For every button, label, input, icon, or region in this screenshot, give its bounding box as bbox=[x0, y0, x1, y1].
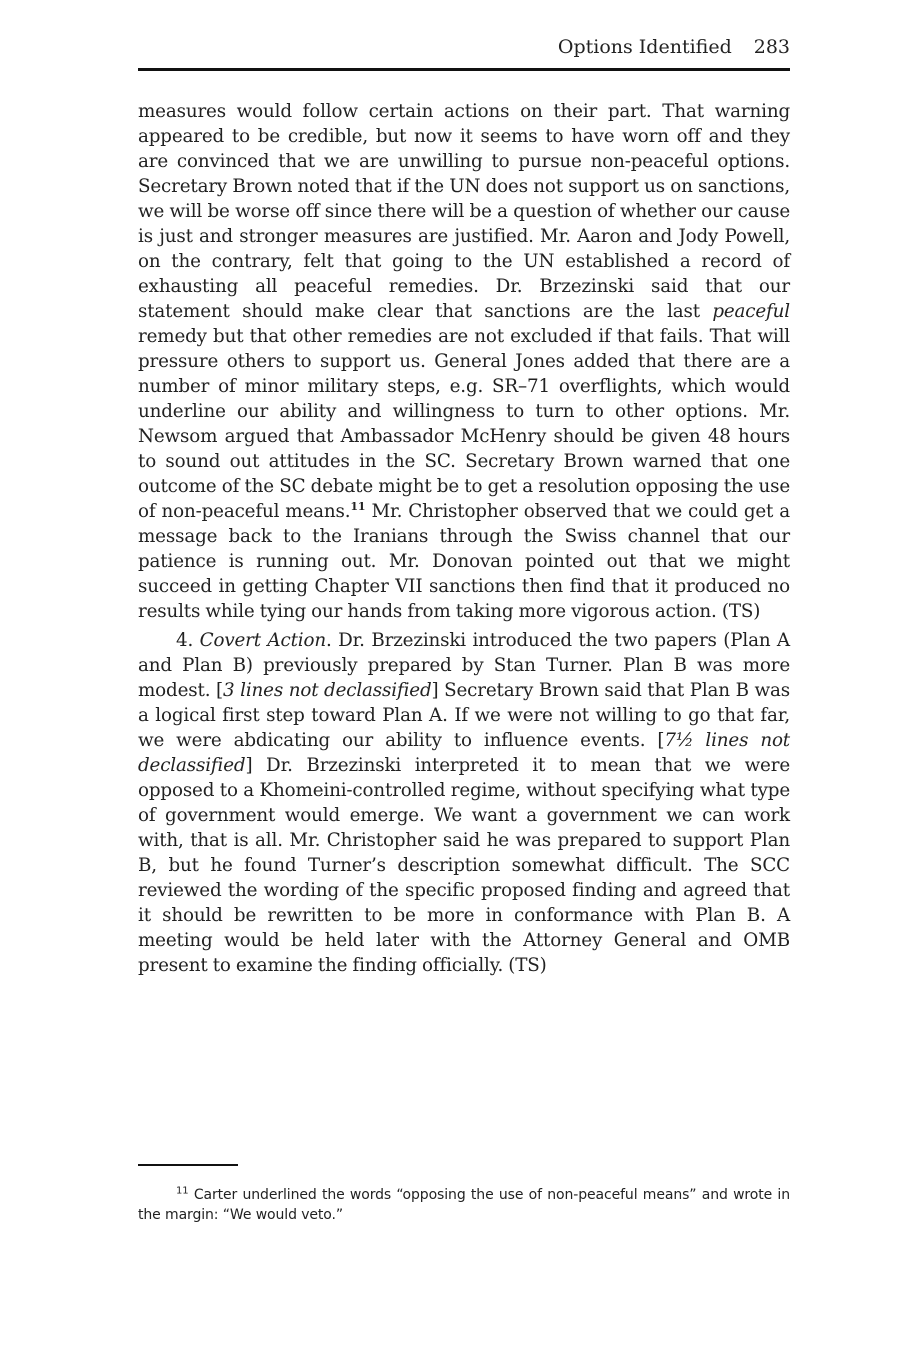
redaction-note: 7½ lines not declassified bbox=[138, 730, 790, 776]
emphasis-peaceful: peaceful bbox=[712, 301, 790, 322]
running-header bbox=[138, 36, 790, 58]
paragraph-text: Mr. Christopher observed that we could get a message back to the Iranians through the Swiss channel that our patience is running out. Mr. Donovan pointed out that we might succeed in getting Chapter VII sanctions then find that it produced no results while tying our hands from taking more vigorous action. (TS) bbox=[138, 501, 791, 622]
paragraph-text: ] Dr. Brzezinski interpreted it to mean that we were opposed to a Khomeini-controlled regime, without specifying what type of government would emerge. We want a government we can work with, that is all. Mr. Christopher said he was prepared to support Plan B, but he found Turner’s description somewhat difficult. The SCC reviewed the wording of the specific proposed finding and agreed that it should be rewritten to be more in conformance with Plan B. A meeting would be held later with the Attorney General and OMB present to examine the finding officially. (TS) bbox=[138, 755, 790, 976]
header-rule bbox=[138, 68, 790, 71]
paragraph-text: remedy but that other remedies are not excluded if that fails. That will pressure others to support us. General Jones added that there are a number of minor military steps, e.g. SR–71 overflights, which would underline our ability and willingness to turn to other options. Mr. Newsom argued that Ambassador McHenry should be given 48 hours to sound out attitudes in the SC. Secretary Brown warned that one outcome of the SC debate might be to get a resolution opposing the use of non-peaceful means. bbox=[138, 326, 790, 522]
paragraph-continued bbox=[138, 99, 790, 624]
footnote-number: 11 bbox=[176, 1185, 189, 1197]
page-number: 283 bbox=[753, 36, 790, 58]
paragraph-covert-action bbox=[138, 628, 790, 978]
body-text bbox=[138, 99, 790, 978]
footnote-reference-11[interactable]: 11 bbox=[350, 499, 366, 513]
paragraph-text: ] Secretary Brown said that Plan B was a logical first step toward Plan A. If we were not willing to go that far, we were abdicating our ability to influence events. [ bbox=[138, 680, 791, 751]
redaction-note: 3 lines not declassified bbox=[223, 680, 432, 701]
paragraph-text: . Dr. Brzezinski introduced the two papers (Plan A and Plan B) previously prepared by Stan Turner. Plan B was more modest. [ bbox=[138, 630, 790, 701]
footnote-text: Carter underlined the words “opposing the use of non-peaceful means” and wrote in the margin: “We would veto.” bbox=[138, 1187, 790, 1223]
running-title: Options Identified bbox=[557, 36, 732, 58]
footnote-11 bbox=[138, 1185, 790, 1225]
paragraph-text: measures would follow certain actions on their part. That warning appeared to be credible, but now it seems to have worn off and they are convinced that we are unwilling to pursue non-peaceful options. Secretary Brown noted that if the UN does not support us on sanctions, we will be worse off since there will be a question of whether our cause is just and stronger measures are justified. Mr. Aaron and Jody Powell, on the contrary, felt that going to the UN established a record of exhausting all peaceful remedies. Dr. Brzezinski said that our statement should make clear that sanctions are the last bbox=[138, 101, 790, 322]
section-heading-covert-action: Covert Action bbox=[199, 630, 326, 651]
footnote-separator bbox=[138, 1164, 238, 1166]
item-number: 4. bbox=[176, 630, 200, 651]
